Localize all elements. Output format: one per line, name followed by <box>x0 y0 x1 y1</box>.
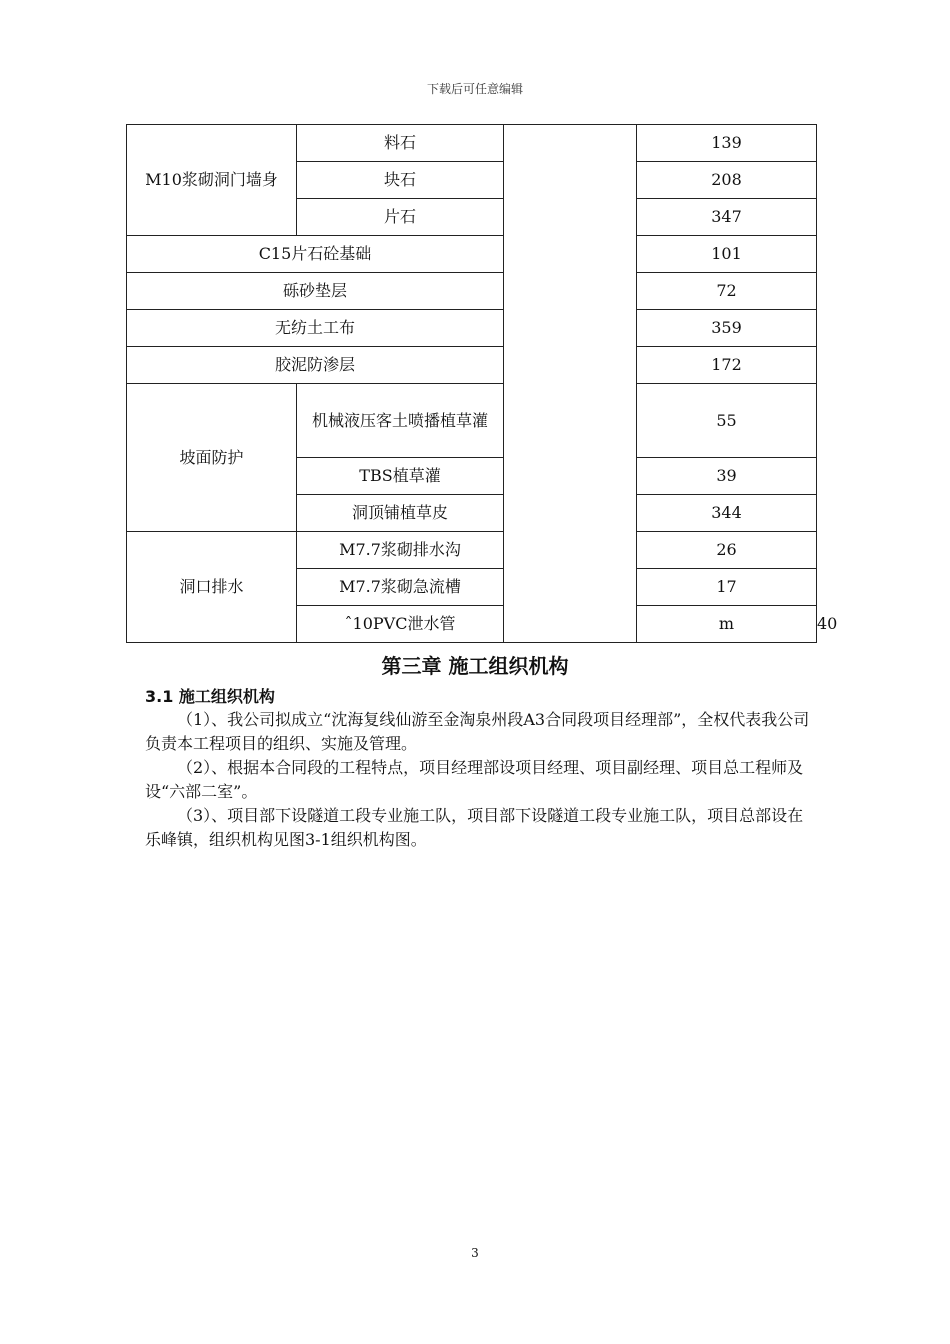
qty-cell: 72 <box>637 273 817 310</box>
table-row <box>127 125 817 162</box>
qty-cell: 55 <box>637 384 817 458</box>
quantity-table <box>126 124 838 643</box>
group-cell: M10浆砌洞门墙身 <box>127 125 297 236</box>
qty-cell: 344 <box>637 495 817 532</box>
section-title: 3.1 施工组织机构 <box>145 687 275 706</box>
table-row <box>127 310 817 347</box>
paragraph: （2）、根据本合同段的工程特点，项目经理部设项目经理、项目副经理、项目总工程师及设“六部二室”。 <box>145 758 804 801</box>
qty-cell: 359 <box>637 310 817 347</box>
item-cell: 砾砂垫层 <box>127 273 504 310</box>
qty-cell: 17 <box>637 569 817 606</box>
item-cell: 机械液压客土喷播植草灌 <box>297 384 504 458</box>
group-cell: 洞口排水 <box>127 532 297 643</box>
item-cell: 无纺土工布 <box>127 310 504 347</box>
page-header: 下载后可任意编辑 <box>426 82 523 96</box>
group-cell: 坡面防护 <box>127 384 297 532</box>
qty-cell: 172 <box>637 347 817 384</box>
item-cell: 片石 <box>297 199 504 236</box>
item-cell: M7.7浆砌急流槽 <box>297 569 504 606</box>
table-row <box>127 273 817 310</box>
qty-cell: 39 <box>637 458 817 495</box>
item-cell: 料石 <box>297 125 504 162</box>
table-row <box>127 236 817 273</box>
table-row <box>127 384 817 458</box>
body-text <box>145 708 813 852</box>
item-cell: C15片石砼基础 <box>127 236 504 273</box>
table-row <box>127 347 817 384</box>
page-number: 3 <box>471 1246 479 1260</box>
unit-cell: m <box>637 606 817 643</box>
item-cell: 块石 <box>297 162 504 199</box>
qty-cell: 101 <box>637 236 817 273</box>
unit-cell-merged <box>504 125 637 643</box>
qty-cell: 139 <box>637 125 817 162</box>
paragraph: （3）、项目部下设隧道工段专业施工队，项目部下设隧道工段专业施工队，项目总部设在乐峰镇，组织机构见图3-1组织机构图。 <box>145 806 804 849</box>
item-cell: TBS植草灌 <box>297 458 504 495</box>
item-cell: 胶泥防渗层 <box>127 347 504 384</box>
paragraph: （1）、我公司拟成立“沈海复线仙游至金淘泉州段A3合同段项目经理部”，全权代表我公司负责本工程项目的组织、实施及管理。 <box>145 710 810 753</box>
item-cell: ˆ10PVC泄水管 <box>297 606 504 643</box>
item-cell: 洞顶铺植草皮 <box>297 495 504 532</box>
chapter-title: 第三章 施工组织机构 <box>381 654 569 678</box>
qty-cell: 347 <box>637 199 817 236</box>
table-row <box>127 532 817 569</box>
qty-cell: 208 <box>637 162 817 199</box>
qty-cell: 26 <box>637 532 817 569</box>
item-cell: M7.7浆砌排水沟 <box>297 532 504 569</box>
table-row: ˆ10PVC泄水管 m 40 <box>127 606 817 643</box>
